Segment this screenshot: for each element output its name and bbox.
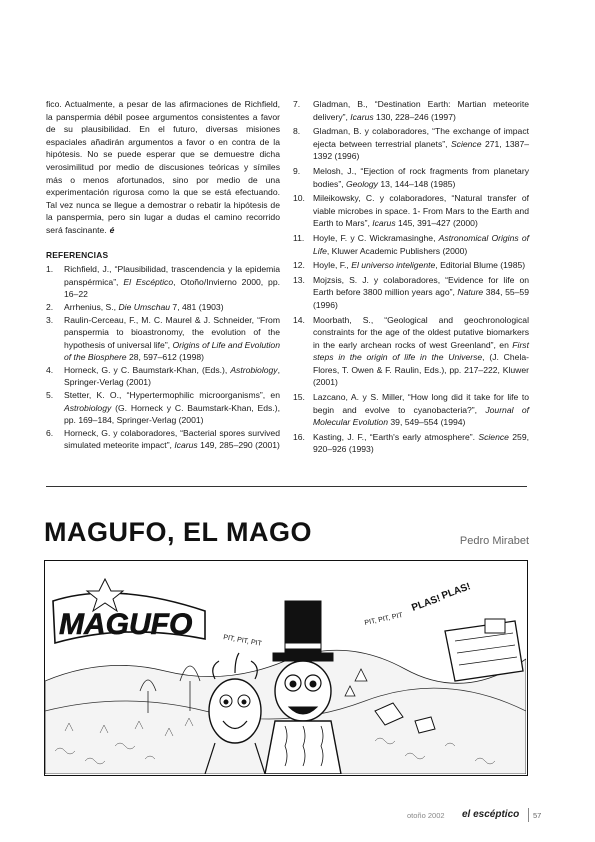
reference-number: 4. bbox=[46, 364, 54, 375]
reference-text bbox=[64, 389, 280, 427]
reference-number: 5. bbox=[46, 390, 54, 401]
reference-segment: Hoyle, F. y C. Wickramasinghe, bbox=[313, 232, 439, 243]
reference-number: 10. bbox=[293, 193, 305, 204]
references-heading: REFERENCIAS bbox=[46, 249, 109, 260]
reference-item bbox=[293, 431, 529, 456]
reference-number: 7. bbox=[293, 99, 301, 109]
reference-number: 9. bbox=[293, 165, 301, 176]
references-list-left bbox=[46, 263, 280, 452]
reference-segment: , Kluwer Academic Publishers (2000) bbox=[326, 245, 468, 256]
reference-title: El Escéptico bbox=[123, 276, 174, 287]
comic-strip bbox=[44, 560, 528, 776]
reference-segment: , Editorial Blume (1985) bbox=[435, 260, 526, 271]
reference-title: First steps in the origin of life in the Universe bbox=[313, 339, 529, 363]
reference-text bbox=[313, 125, 529, 163]
reference-text bbox=[313, 431, 529, 456]
reference-segment: Horneck, G. y C. Baumstark-Khan, (Eds.), bbox=[64, 364, 231, 375]
sfx-left: PIT, PIT, PIT bbox=[222, 634, 263, 648]
reference-item bbox=[293, 259, 529, 272]
reference-segment: 384, 55–59 (1996) bbox=[313, 287, 529, 310]
reference-title: Origins of Life and Evolution of the Biosphere bbox=[64, 339, 280, 363]
reference-segment: , Springer-Verlag (2001) bbox=[64, 364, 280, 388]
reference-number: 1. bbox=[46, 264, 54, 275]
reference-segment: 39, 549–554 (1994) bbox=[388, 417, 466, 428]
reference-text bbox=[313, 314, 529, 390]
reference-text bbox=[64, 427, 280, 452]
logo-text: MAGUFO bbox=[59, 608, 193, 641]
reference-number: 16. bbox=[293, 431, 305, 442]
reference-number: 6. bbox=[46, 427, 54, 438]
reference-segment: , (J. Chela-Flores, T. Owen & F. Raulin, Eds.), pp. 217–222, Kluwer (2001) bbox=[313, 352, 529, 388]
reference-title: Icarus bbox=[174, 440, 198, 451]
reference-title: Journal of Molecular Evolution bbox=[313, 404, 529, 428]
reference-segment: (G. Horneck y C. Baumstark-Khan, Eds.), pp. 169–184, Springer-Verlag (2001) bbox=[64, 402, 280, 426]
reference-segment: Melosh, J., “Ejection of rock fragments from planetary bodies”, bbox=[313, 165, 529, 189]
footer-brand: el escéptico bbox=[462, 809, 520, 820]
reference-number: 14. bbox=[293, 314, 305, 325]
reference-title: Science bbox=[450, 138, 482, 149]
reference-segment: Mojzsis, S. J. y colaboradores, “Evidence for life on Earth before 3800 million years ago”, bbox=[313, 274, 529, 298]
reference-segment: Mileikowsky, C. y colaboradores, “Natural transfer of viable microbes in space. 1- From Mars to the Earth and Earth to Mars”, bbox=[313, 193, 529, 229]
reference-text bbox=[313, 165, 529, 190]
reference-text bbox=[313, 192, 529, 230]
reference-text bbox=[64, 314, 280, 364]
reference-item bbox=[293, 98, 529, 123]
reference-title: Astrobiology bbox=[64, 402, 112, 413]
reference-text bbox=[313, 98, 529, 123]
reference-segment: 28, 597–612 (1998) bbox=[126, 352, 205, 363]
end-mark: é bbox=[109, 224, 115, 235]
left-column bbox=[46, 98, 280, 452]
reference-title: Science bbox=[478, 431, 509, 442]
character-magician bbox=[265, 601, 341, 774]
reference-segment: 7, 481 (1903) bbox=[170, 301, 224, 312]
sfx-right-3: PLAS! bbox=[440, 581, 473, 602]
reference-title: Nature bbox=[457, 287, 484, 298]
comic-illustration bbox=[45, 561, 526, 774]
reference-text bbox=[64, 364, 280, 389]
reference-title: Icarus bbox=[350, 111, 374, 122]
reference-item bbox=[293, 165, 529, 190]
reference-item bbox=[46, 427, 280, 452]
reference-segment: 259, 920–926 (1993) bbox=[313, 431, 529, 455]
reference-segment: Gladman, B. y colaboradores, “The exchange of impact ejecta between terrestrial planets”, bbox=[313, 126, 529, 149]
reference-text bbox=[64, 263, 280, 301]
reference-text bbox=[313, 391, 529, 429]
sfx-right-1: PIT, PIT, PIT bbox=[363, 612, 404, 627]
reference-title: Die Umschau bbox=[118, 301, 171, 312]
section-divider bbox=[46, 486, 527, 487]
sfx-right-2: PLAS! bbox=[410, 593, 443, 614]
reference-title: Astrobiology bbox=[230, 364, 278, 375]
reference-title: Icarus bbox=[372, 218, 396, 229]
page-number: 57 bbox=[533, 811, 542, 820]
reference-item bbox=[293, 314, 529, 390]
reference-number: 3. bbox=[46, 314, 54, 325]
reference-segment: Stetter, K. O., “Hypertermophilic microorganisms”, en bbox=[64, 390, 280, 401]
reference-number: 8. bbox=[293, 126, 301, 137]
reference-number: 13. bbox=[293, 274, 305, 285]
reference-segment: Kasting, J. F., “Earth's early atmosphere”. bbox=[313, 431, 479, 442]
comic-author: Pedro Mirabet bbox=[459, 535, 529, 547]
reference-title: Geology bbox=[345, 178, 378, 189]
reference-segment: Lazcano, A. y S. Miller, “How long did it take for life to begin and evolve to cyanobacteria?”, bbox=[313, 392, 529, 415]
references-list-right bbox=[293, 98, 529, 456]
reference-text bbox=[313, 274, 529, 312]
body-paragraph: fico. Actualmente, a pesar de las afirmaciones de Richfield, la panspermia débil posee argumentos consistentes a favor de su plausibilidad. En el futuro, diversas misiones espaciales añadirán argumentos a favor o en contra de la hipótesis. No se puede esperar que se demuestre dicha verosimilitud por medio de discusiones teóricas y símiles más o menos afortunados, sino por medio de una experimentación rigurosa como la que se está efectuando. Tal vez nunca se llegue a demostrar o rebatir la hipótesis de la panspermia, pero sin lugar a dudas el camino recorrido será fascinante. é bbox=[46, 99, 280, 235]
reference-title: Astronomical Origins of Life bbox=[313, 232, 529, 256]
reference-segment: Moorbath, S., “Geological and geochronological constraints for the age of the oldest putative biomarkers in the early archean rocks of west Greenland”, en bbox=[313, 314, 529, 350]
reference-segment: Horneck, G. y colaboradores, “Bacterial spores survived simulated meteorite impact”, bbox=[64, 427, 280, 451]
reference-segment: 145, 391–427 (2000) bbox=[395, 218, 478, 229]
reference-text bbox=[64, 301, 280, 314]
reference-item bbox=[293, 274, 529, 312]
reference-segment: 149, 285–290 (2001) bbox=[197, 440, 280, 451]
reference-number: 2. bbox=[46, 301, 54, 312]
reference-item bbox=[293, 232, 529, 257]
reference-item bbox=[293, 391, 529, 429]
reference-item bbox=[293, 125, 529, 163]
reference-number: 15. bbox=[293, 392, 305, 403]
reference-segment: Raulin-Cerceau, F., M. C. Maurel & J. Schneider, “From panspermia to bioastronomy, the evolution of the hypothesis of universal life”, bbox=[64, 314, 280, 350]
reference-segment: 130, 228–246 (1997) bbox=[373, 111, 456, 122]
reference-item bbox=[46, 301, 280, 314]
footer-season: otoño 2002 bbox=[407, 811, 445, 820]
reference-segment: Hoyle, F., bbox=[313, 260, 352, 271]
comic-title: MAGUFO, EL MAGO bbox=[44, 517, 312, 547]
reference-text bbox=[313, 232, 529, 257]
reference-item bbox=[46, 314, 280, 364]
footer-separator bbox=[528, 808, 529, 822]
reference-item bbox=[46, 364, 280, 389]
reference-title: El universo inteligente bbox=[351, 260, 436, 271]
reference-segment: Richfield, J., “Plausibilidad, trascendencia y la epidemia panspérmica”, bbox=[64, 264, 280, 287]
reference-segment: 13, 144–148 (1985) bbox=[377, 178, 456, 189]
reference-item bbox=[293, 192, 529, 230]
reference-segment: Arrhenius, S., bbox=[64, 301, 119, 312]
right-column bbox=[293, 98, 529, 458]
reference-segment: , Otoño/Invierno 2000, pp. 16–22 bbox=[64, 276, 281, 300]
reference-text bbox=[313, 259, 529, 272]
reference-number: 12. bbox=[293, 260, 305, 271]
reference-item bbox=[46, 389, 280, 427]
reference-segment: Gladman, B., “Destination Earth: Martian meteorite delivery”, bbox=[313, 99, 529, 122]
reference-segment: 271, 1387–1392 (1996) bbox=[313, 138, 530, 162]
magufo-logo bbox=[53, 579, 205, 643]
reference-number: 11. bbox=[293, 232, 305, 243]
reference-item bbox=[46, 263, 280, 301]
